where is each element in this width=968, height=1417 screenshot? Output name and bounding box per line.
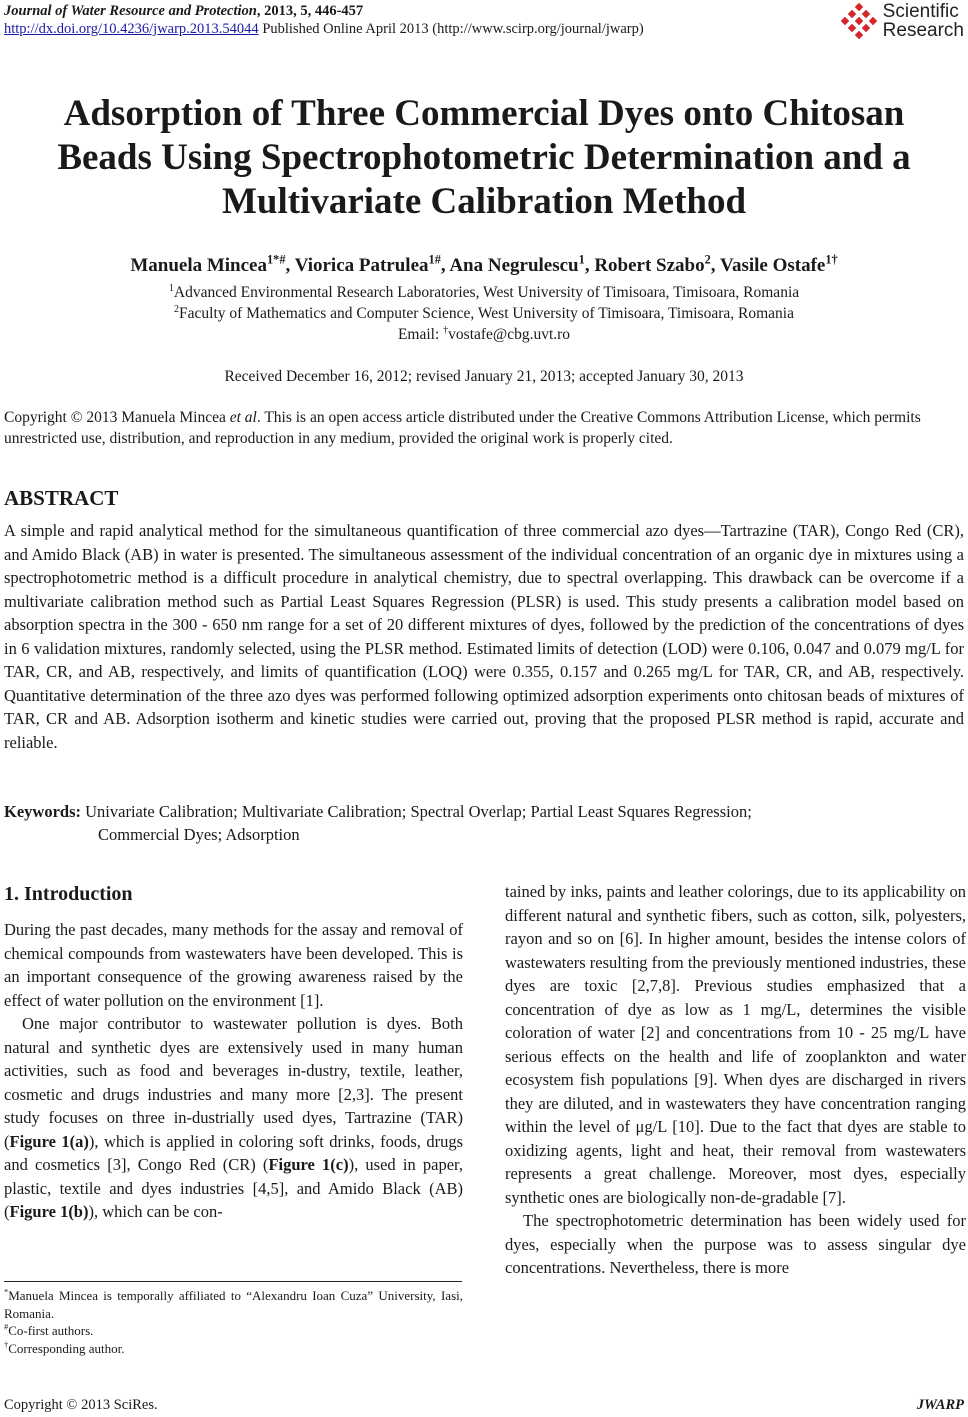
intro-paragraph-1: During the past decades, many methods for the assay and removal of chemical compounds from wastewaters have been developed. This is an important consequence of the growing awareness raised by the effect of water pollution on the environment [1]. <box>4 920 463 1010</box>
right-column <box>505 880 966 1280</box>
affiliation-text: Advanced Environmental Research Laboratories, West University of Timisoara, Timisoara, Romania <box>173 284 800 301</box>
footnote-text: Co-first authors. <box>8 1323 94 1338</box>
email-address[interactable]: vostafe@cbg.uvt.ro <box>448 326 571 343</box>
footnote-rule <box>4 1281 462 1282</box>
intro-p2-a: One major contributor to wastewater pollution is dyes. Both natural and synthetic dyes are extensively used in many human activities, such as food and beverages in-dustry, textile, leather, cosmetic and drugs industries and many more [2,3]. The present study focuses on three in-dustrially used dyes, Tartrazine (TAR) ( <box>4 1014 463 1151</box>
journal-header <box>4 2 644 38</box>
section-heading-introduction: 1. Introduction <box>4 883 133 905</box>
footnote-text: Manuela Mincea is temporally affiliated to “Alexandru Ioan Cuza” University, Iasi, Romania. <box>4 1288 463 1321</box>
footnote-sup: * <box>4 1286 9 1297</box>
email-line <box>0 325 968 345</box>
author-name: Viorica Patrulea <box>294 255 429 276</box>
author-name: Ana Negrulescu <box>449 255 579 276</box>
left-column <box>4 880 463 1224</box>
figure-ref-1a[interactable]: Figure 1(a) <box>9 1131 89 1151</box>
abstract-heading: ABSTRACT <box>4 486 119 510</box>
journal-name: Journal of Water Resource and Protection <box>4 3 257 19</box>
intro-p2-b: ), which is applied in coloring soft drinks, foods, drugs and cosmetics [3], Congo Red (CR) ( <box>4 1131 463 1174</box>
footnote-sup: † <box>4 1339 9 1350</box>
keywords-label: Keywords: <box>4 802 81 821</box>
footer-journal-abbrev: JWARP <box>916 1397 964 1413</box>
affiliation-sup: 2 <box>174 303 180 315</box>
footnote-text: Corresponding author. <box>8 1340 125 1356</box>
intro-right-paragraph-2: The spectrophotometric determination has been widely used for dyes, especially when the purpose was to assess singular dye concentrations. Nevertheless, there is more <box>505 1211 966 1277</box>
footnote-sup: # <box>4 1321 9 1332</box>
published-online-text: Published Online April 2013 (http://www.scirp.org/journal/jwarp) <box>258 21 644 37</box>
scientific-research-logo-icon <box>841 3 877 39</box>
author-name: Robert Szabo <box>594 255 705 276</box>
intro-right-paragraph-1: tained by inks, paints and leather colorings, due to its applicability on different natural and synthetic fibers, such as cotton, silk, polyesters, rayon and so on [6]. In higher amount, besides the intense colors of wastewaters resulting from the previously mentioned industries, these dyes are toxic [2,7,8]. Previous studies emphasized that a concentration of dye as low as 1 mg/L, determines the visible coloration of water [2] and concentrations from 10 - 25 mg/L have serious effects on the health and life of zooplankton and water ecosystem fish populations [9]. When dyes are discharged in rivers they are diluted, and in wastewaters they have concentration ranging within the level of μg/L [10]. Due to the fact that dyes are stable to oxidizing agents, light and heat, their removal from wastewaters represents a great challenge. Moreover, most dyes, especially synthetic ones are biologically non-de-gradable [7]. <box>505 882 966 1207</box>
author-sup: 1*# <box>267 252 286 267</box>
journal-issue: , 2013, 5, 446-457 <box>256 3 364 19</box>
abstract-text: A simple and rapid analytical method for the simultaneous quantification of three commercial azo dyes—Tartrazine (TAR), Congo Red (CR), and Amido Black (AB) in water is presented. The simultaneous assessment of the individual concentration of an organic dye in mixtures using a spectrophotometric method is a difficult procedure in analytical chemistry, due to spectral overlapping. This drawback can be overcome if a multivariate calibration method such as Partial Least Squares Regression (PLSR) is used. This study presents a calibration model based on absorption spectra in the 300 - 650 nm range for a set of 20 different mixtures of dyes, followed by the prediction of the concentrations of dyes in 6 validation mixtures, randomly selected, using the PLSR method. Estimated limits of detection (LOD) were 0.106, 0.047 and 0.079 mg/L for TAR, CR, and AB, respectively, and limits of quantification (LOQ) were 0.355, 0.157 and 0.265 mg/L for TAR, CR, and AB, respectively. Quantitative determination of the three azo dyes was performed following optimized adsorption experiments onto chitosan beads of mixtures of TAR, CR and AB. Adsorption isotherm and kinetic studies were carried out, proving that the proposed PLSR method is rapid, accurate and reliable. <box>4 521 964 752</box>
logo-line-1: Scientific <box>882 1 959 22</box>
author-sup: 1 <box>578 252 585 267</box>
keywords-block <box>4 800 964 846</box>
footnote-2 <box>4 1322 463 1340</box>
affiliation-1 <box>0 283 968 303</box>
affiliation-2 <box>0 304 968 324</box>
received-dates: Received December 16, 2012; revised January 21, 2013; accepted January 30, 2013 <box>224 368 744 385</box>
keywords-line-2: Commercial Dyes; Adsorption <box>98 825 300 844</box>
email-sup: † <box>443 324 449 336</box>
author-name: Vasile Ostafe <box>719 255 826 276</box>
copyright-notice <box>4 407 964 449</box>
intro-p2-c: ), used in paper, plastic, textile and dyes industries [4,5], and Amido Black (AB) ( <box>4 1155 463 1221</box>
intro-paragraph-2 <box>4 1012 463 1224</box>
intro-p2-d: ), which can be con- <box>88 1202 223 1221</box>
footnotes <box>4 1287 463 1357</box>
author-sup: 1† <box>825 252 838 267</box>
paper-title: Adsorption of Three Commercial Dyes onto Chitosan Beads Using Spectrophotometric Determination and a Multivariate Calibration Method <box>57 93 911 222</box>
keywords-line-1: Univariate Calibration; Multivariate Calibration; Spectral Overlap; Partial Least Squares Regression; <box>81 802 752 821</box>
footnote-1 <box>4 1287 463 1322</box>
footnote-3 <box>4 1340 463 1358</box>
author-sup: 1# <box>428 252 441 267</box>
logo-line-2: Research <box>882 20 964 41</box>
affiliation-sup: 1 <box>168 282 174 294</box>
copyright-pre: Copyright © 2013 Manuela Mincea <box>4 409 230 426</box>
affiliation-text: Faculty of Mathematics and Computer Science, West University of Timisoara, Timisoara, Romania <box>179 305 794 322</box>
publisher-logo <box>841 2 964 40</box>
email-label: Email: <box>397 326 444 343</box>
figure-ref-1c[interactable]: Figure 1(c) <box>268 1155 349 1174</box>
footer-copyright: Copyright © 2013 SciRes. <box>4 1397 158 1413</box>
copyright-etal: et al <box>229 409 257 426</box>
doi-link[interactable]: http://dx.doi.org/10.4236/jwarp.2013.54044 <box>4 21 259 37</box>
author-sup: 2 <box>704 252 711 267</box>
author-name: Manuela Mincea <box>130 255 267 276</box>
author-list: Manuela Mincea$^{1*\#}$, Viorica Patrulea$^{1\#}$, Ana Negrulescu$^1$, Robert Szabo$^2$, Vasile Ostafe$^{1\dagger}$ <box>130 252 838 276</box>
figure-ref-1b[interactable]: Figure 1(b) <box>9 1202 89 1221</box>
copyright-post: . This is an open access article distributed under the Creative Commons Attribution License, which permits unrestricted use, distribution, and reproduction in any medium, provided the original work is properly cited. <box>4 409 921 447</box>
